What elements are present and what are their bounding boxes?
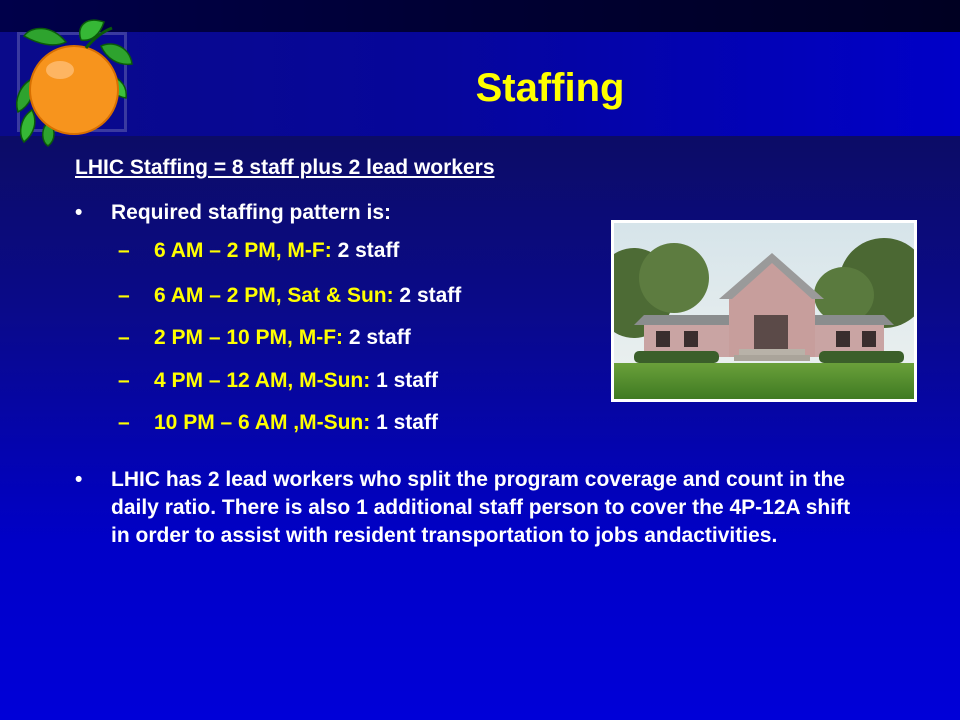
shift-text [154,281,461,311]
shift-text [154,236,399,266]
bullet-symbol: • [75,468,83,491]
shift-text [154,323,411,353]
dash-symbol: – [118,369,130,392]
bullet-text: Required staffing pattern is: [111,201,392,224]
shift-text [154,366,438,396]
shift-label: 6 AM – 2 PM, M-F: [154,239,338,262]
shift-label: 4 PM – 12 AM, M-Sun: [154,369,371,392]
shift-value: 1 staff [370,369,438,392]
shift-value: 2 staff [343,326,411,349]
building-photo [611,220,917,402]
shift-value: 2 staff [393,284,462,307]
building-photo-image [614,223,914,399]
shift-value: 1 staff [370,411,438,434]
dash-symbol: – [118,239,130,262]
orange-with-leaves-icon [6,18,146,148]
shift-label: 2 PM – 10 PM, M-F: [154,326,344,349]
bullet-symbol: • [75,201,83,224]
dash-symbol: – [118,326,130,349]
slide-title: Staffing [475,66,625,110]
shift-label: 10 PM – 6 AM ,M-Sun: [154,411,371,434]
shift-value: 2 staff [337,239,400,262]
lead-workers-paragraph: LHIC has 2 lead workers who split the program coverage and count in the daily ratio. There is also 1 additional staff person to cover the 4P-12A shift in order to assist with resident transportation to jobs andactivities. [111,468,851,547]
dash-symbol: – [118,284,130,307]
shift-label: 6 AM – 2 PM, Sat & Sun: [154,284,394,307]
staffing-heading: LHIC Staffing = 8 staff plus 2 lead workers [75,156,495,179]
shift-text [154,408,438,438]
dash-symbol: – [118,411,130,434]
